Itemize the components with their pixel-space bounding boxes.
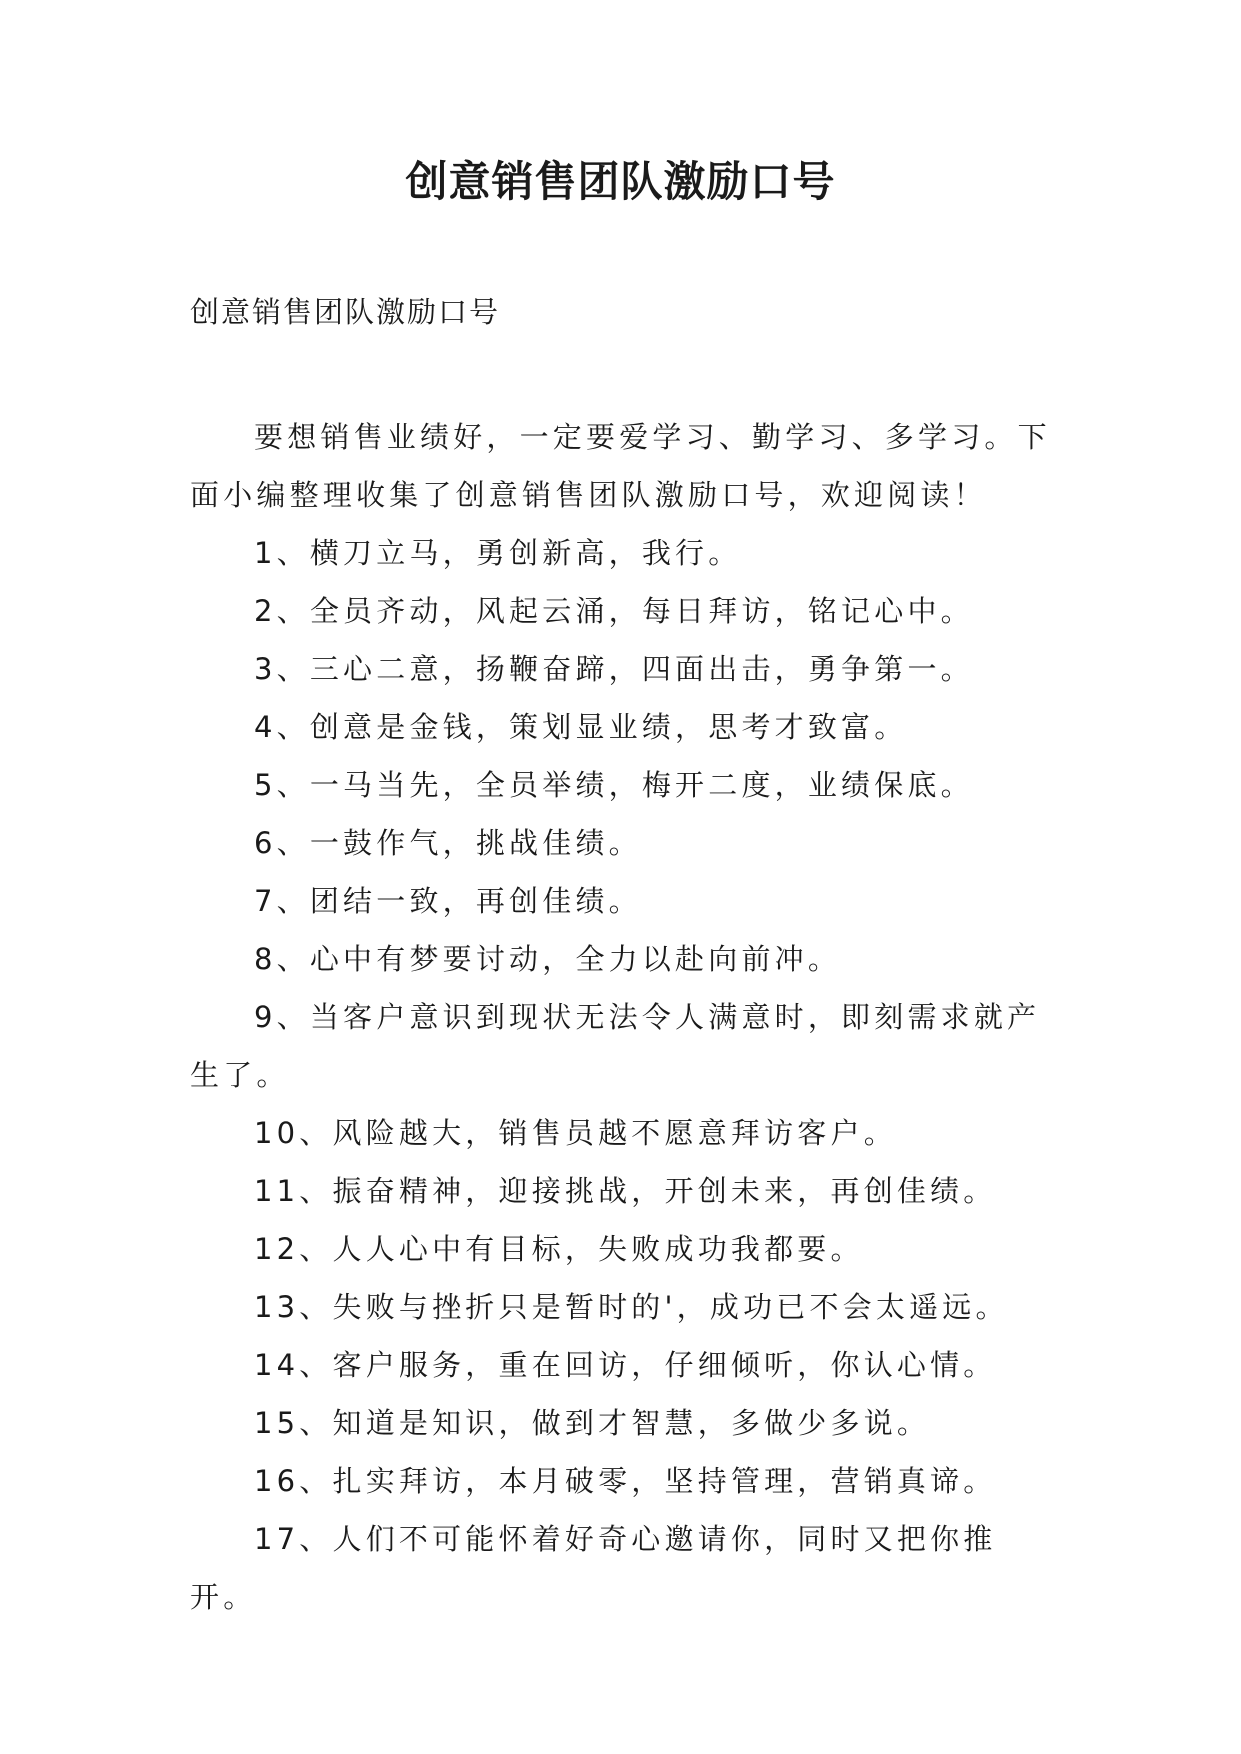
list-item: 13、失败与挫折只是暂时的'，成功已不会太遥远。 (254, 1290, 1009, 1324)
list-item: 12、人人心中有目标，失败成功我都要。 (254, 1232, 864, 1266)
list-item: 9、当客户意识到现状无法令人满意时，即刻需求就产生了。 (190, 1000, 1041, 1092)
list-item: 5、一马当先，全员举绩，梅开二度，业绩保底。 (254, 768, 974, 802)
document-body (190, 408, 1060, 1626)
list-item: 7、团结一致，再创佳绩。 (254, 884, 642, 918)
list-item: 8、心中有梦要讨动，全力以赴向前冲。 (254, 942, 842, 976)
list-item: 15、知道是知识，做到才智慧，多做少多说。 (254, 1406, 931, 1440)
list-item: 14、客户服务，重在回访，仔细倾听，你认心情。 (254, 1348, 997, 1382)
document-subtitle: 创意销售团队激励口号 (190, 295, 501, 329)
list-item: 11、振奋精神，迎接挑战，开创未来，再创佳绩。 (254, 1174, 997, 1208)
list-item: 10、风险越大，销售员越不愿意拜访客户。 (254, 1116, 897, 1150)
list-item: 3、三心二意，扬鞭奋蹄，四面出击，勇争第一。 (254, 652, 974, 686)
list-item: 4、创意是金钱，策划显业绩，思考才致富。 (254, 710, 908, 744)
list-item: 16、扎实拜访，本月破零，坚持管理，营销真谛。 (254, 1464, 997, 1498)
list-item: 2、全员齐动，风起云涌，每日拜访，铭记心中。 (254, 594, 974, 628)
list-item: 17、人们不可能怀着好奇心邀请你，同时又把你推开。 (190, 1522, 997, 1614)
intro-paragraph: 要想销售业绩好，一定要爱学习、勤学习、多学习。下面小编整理收集了创意销售团队激励口号，欢迎阅读！ (190, 420, 1051, 512)
list-item: 1、横刀立马，勇创新高，我行。 (254, 536, 742, 570)
list-item: 6、一鼓作气，挑战佳绩。 (254, 826, 642, 860)
document-title: 创意销售团队激励口号 (405, 157, 836, 206)
